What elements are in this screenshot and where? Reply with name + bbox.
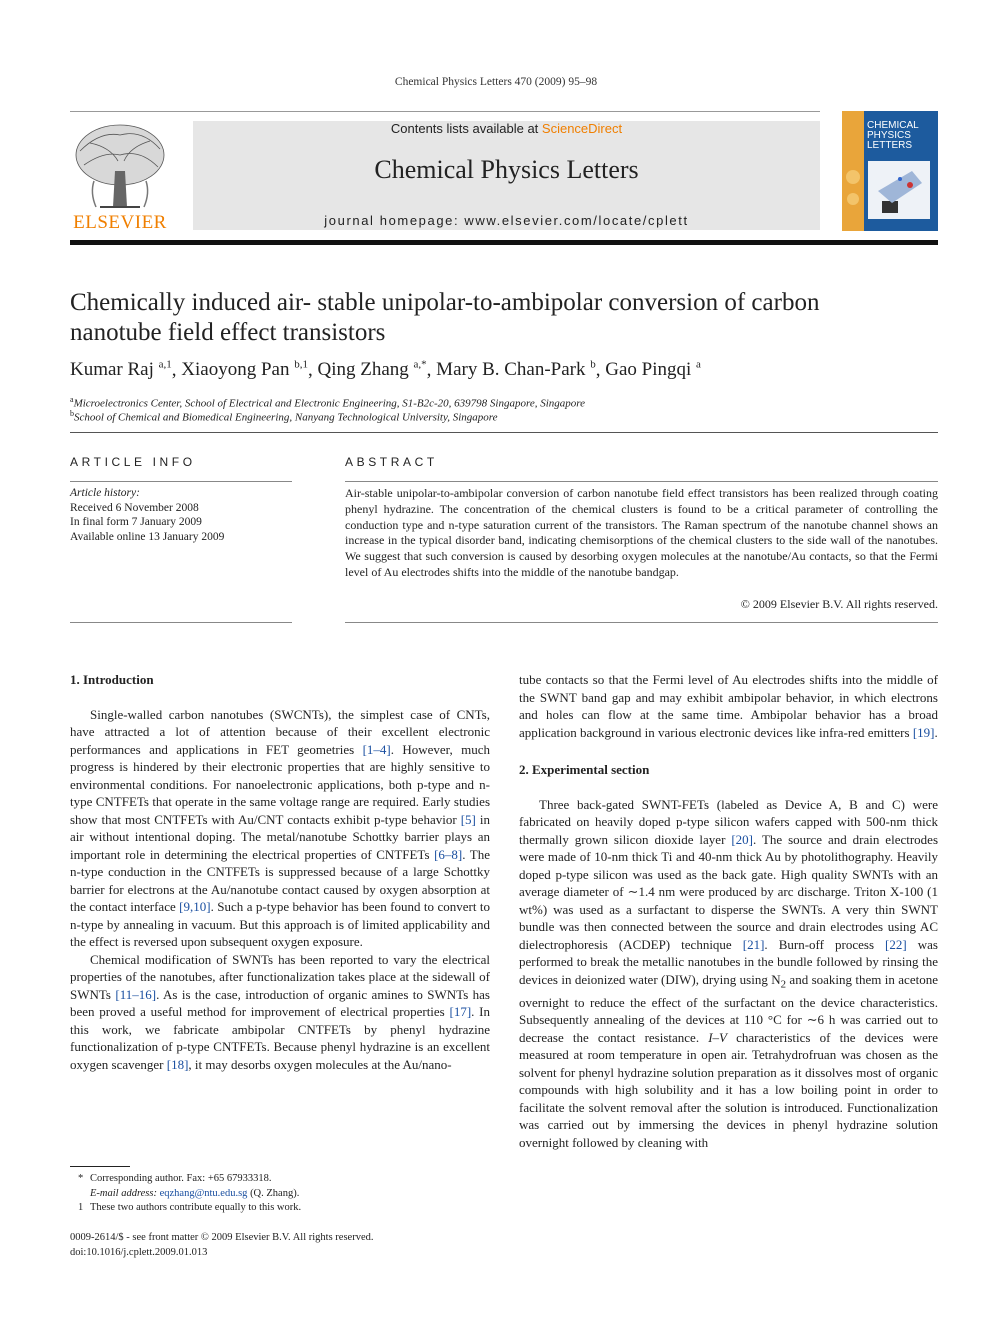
abstract-label: ABSTRACT [345,455,438,469]
contents-line [193,121,820,136]
citation-link[interactable]: [6–8] [434,846,463,862]
author[interactable]: Qing Zhang $^{a,*}$ [317,359,427,381]
email-note: E-mail address: eqzhang@ntu.edu.sg (Q. Zhang). [90,1187,300,1199]
intro-paragraph-2: Chemical modification of SWNTs has been reported to vary the electrical properties of the nanotubes, after functionalization takes place at the sidewall of SWNTs [11–16]. As is the case, introduction of organic amines to SWNTs has been proved a useful method for improvement of electrical properties [17]. In this work, we fabricate ambipolar CNTFETs by phenyl hydrazine functionalization of p-type CNTFETs. Because phenyl hydrazine is an excellent oxygen scavenger [18], it may desorbs oxygen molecules at the Au/nano- [70,951,490,1072]
contents-prefix: Contents lists available at [390,121,542,136]
corresponding-author-note: * Corresponding author. Fax: +65 67933318. [78,1173,272,1184]
affiliation-a: $^a$Microelectronics Center, School of Electrical and Electronic Engineering, S1-B2c-20, 639798 Singapore, Singapore [70,395,586,410]
journal-homepage[interactable]: journal homepage: www.elsevier.com/locate/cplett [324,213,689,228]
online-date: Available online 13 January 2009 [70,530,225,543]
abstract-text: Air-stable unipolar-to-ambipolar conversion of carbon nanotube field effect transistors has been realized through coating phenyl hydrazine. The concentration of the chemical clusters is found to be a critical parameter of controlling the conduction type and n-type saturation current of the transistors. The Raman spectrum of the nanotube channel shows an increase in the typical disorder band, indicating chemisorptions of the chemical clusters to the side wall of the nanotubes. We suggest that such conversion is caused by desorbing oxygen molecules at the nanotube/Au contacts, so that the Fermi level of Au electrodes shifts into the middle of the nanotube bandgap. [345,486,938,579]
cover-title-line-3: LETTERS [867,140,913,151]
tree-icon [70,121,170,213]
intro-paragraph-1: Single-walled carbon nanotubes (SWCNTs), the simplest case of CNTs, have attracted a lot of attention because of their excellent electronic performances and applications in FET geometries [1–4]. However, much progress is hindered by their electronic properties that are highly sensitive to environmental conditions. For nanoelectronic applications, both p-type and n-type CNTFETs that operate in the same voltage range are required. Early studies show that most CNTFETs with Au/CNT contacts exhibit p-type behavior [5] in air without intentional doping. The metal/nanotube Schottky barrier plays an important role in determining the electrical properties of CNTFETs [6–8]. The n-type conduction in the CNTFETs is suppressed because of a large Schottky barrier for electrons at the Au/nanotube contact caused by oxygen absorption at the contact interface [9,10]. Such a p-type behavior has been found to convert to n-type by annealing in vacuum. But this approach is of limited applicability and the effect is reversed upon subsequent oxygen exposure. [70,706,490,949]
title-line-1: Chemically induced air- stable unipolar-to-ambipolar conversion of carbon [70,289,820,316]
history-label: Article history: [70,487,140,499]
citation-link[interactable]: [22] [885,936,907,952]
intro-paragraph-continued: tube contacts so that the Fermi level of Au electrodes shifts into the middle of the SWNT band gap and may exhibit ambipolar behavior, in which electrons and holes can flow at the same time. Ambipolar behavior has a broad application background in various electronic devices like infra-red emitters [19]. [519,672,938,740]
title-line-2: nanotube field effect transistors [70,319,386,346]
author[interactable]: Gao Pingqi $^a$ [605,359,701,381]
section-heading-experimental: 2. Experimental section [519,762,650,777]
doi-line[interactable]: doi:10.1016/j.cplett.2009.01.013 [70,1246,208,1258]
section-heading-introduction: 1. Introduction [70,672,154,687]
affiliation-b: $^b$School of Chemical and Biomedical Engineering, Nanyang Technological University, Singapore [70,409,498,424]
sciencedirect-link[interactable]: ScienceDirect [541,121,623,136]
final-form-date: In final form 7 January 2009 [70,516,202,528]
right-column [519,671,938,1151]
author[interactable]: Kumar Raj $^{a,1}$ [70,359,172,381]
elsevier-wordmark[interactable]: ELSEVIER [73,212,167,233]
author-list: Kumar Raj $^{a,1}$, Xiaoyong Pan $^{b,1}$, Qing Zhang $^{a,*}$, Mary B. Chan-Park $^b$, Gao Pingqi $^a$ [70,359,701,381]
italic-text: I–V [708,1029,727,1045]
citation-link[interactable]: [17] [449,1004,472,1019]
footnote-rule [70,1166,130,1167]
citation-link[interactable]: [9,10] [179,899,211,914]
article-title [70,288,938,348]
citation-link[interactable]: [20] [731,831,754,847]
citation-link[interactable]: [21] [742,936,765,952]
journal-cover[interactable] [842,111,938,231]
citation-link[interactable]: [1–4] [362,741,391,757]
article-info-rule [70,481,292,482]
equal-contribution-note: 1 These two authors contribute equally to this work. [78,1202,302,1213]
article-info-label: ARTICLE INFO [70,455,196,469]
abstract-rule [345,481,938,482]
journal-citation: Chemical Physics Letters 470 (2009) 95–98 [394,76,598,88]
author[interactable]: Mary B. Chan-Park $^b$ [436,359,596,381]
citation-link[interactable]: [11–16] [115,986,157,1002]
header-thick-rule [70,240,938,245]
cover-title-line-1: CHEMICAL [867,120,919,131]
subscript: 2 [780,978,787,991]
abstract-bottom-rule [345,622,938,623]
email-link[interactable]: eqzhang@ntu.edu.sg [159,1187,248,1199]
header-top-rule [70,111,820,112]
citation-link[interactable]: [18] [166,1056,189,1072]
received-date: Received 6 November 2008 [70,501,199,514]
left-column [70,671,490,1073]
abstract-copyright: © 2009 Elsevier B.V. All rights reserved. [740,597,938,611]
author[interactable]: Xiaoyong Pan $^{b,1}$ [181,359,308,381]
cover-title-line-2: PHYSICS [867,130,911,141]
article-history [70,486,292,544]
issn-line: 0009-2614/$ - see front matter © 2009 Elsevier B.V. All rights reserved. [70,1232,374,1243]
front-matter [70,1231,490,1260]
article-info-bottom-rule [70,622,292,623]
citation-link[interactable]: [5] [460,811,476,827]
journal-name: Chemical Physics Letters [374,155,639,184]
citation-link[interactable]: [19] [912,724,935,740]
footnotes [70,1172,490,1216]
affiliation-rule [70,432,938,433]
experimental-paragraph-1: Three back-gated SWNT-FETs (labeled as Device A, B and C) were fabricated on heavily doped p-type silicon wafers capped with 500-nm thick thermally grown silicon dioxide layer [20]. The source and drain electrodes were made of 10-nm thick Ti and 40-nm thick Au by photolithography. Heavily doped p-type silicon was used as the back gate. High quality SWNTs with an average diameter of ∼1.4 nm were produced by arc discharge. Triton X-100 (1 wt%) was used as a surfactant to disperse the SWNTs. A very thin SWNT bundle was then connected between the source and drain electrodes using AC dielectrophoresis (ACDEP) technique [21]. Burn-off process [22] was performed to break the metallic nanotubes in the bundle followed by rinsing the devices in deionized water (DIW), drying using $N_2$ and soaking them in acetone overnight to reduce the effect of the surfactant on the device characteristics. Subsequently annealing of the devices at 110 °C for ∼6 h was carried out to decrease the contact resistance. I–V characteristics of the devices were measured at room temperature in open air. Tetrahydrofruan was chosen as the solvent for phenyl hydrazine solution preparation as it dissolves most of organic compounds with high solubility and it has a low boiling point in order to facilitate the solvent removal after the solution is introduced. Functionalization was carried out by immersing the devices in phenyl hydrazine solution overnight followed by cleaning with [519,796,938,1150]
